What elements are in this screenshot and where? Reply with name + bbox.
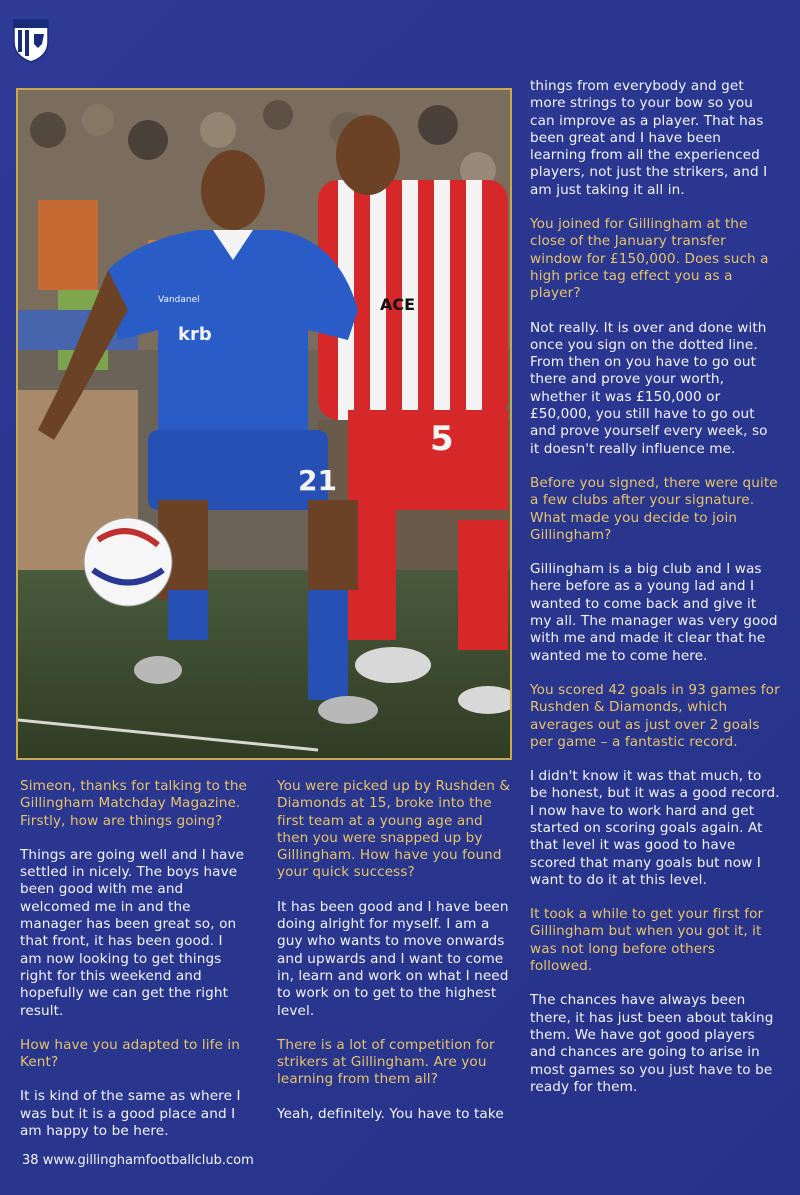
answer-text: I didn't know it was that much, to be honest, but it was a good record. I now have to work hard and get started on scoring goals again. At that level it was good to have scored that many goals but now I want to do it at this level. [530, 768, 780, 888]
blue-player-number: 21 [298, 464, 337, 497]
red-sponsor: ACE [380, 295, 416, 314]
answer-text: Things are going well and I have settled in nicely. The boys have been good with me and welcomed me in and the manager has been great so, on that front, it has been good. I am now looking to get things right for this weekend and hopefully we can get the right result. [20, 846, 245, 1019]
question-text: You were picked up by Rushden & Diamonds at 15, broke into the first team at a young age and then you were snapped up by Gillingham. How have you found your quick success? [277, 778, 511, 881]
football-match-photo [16, 88, 512, 760]
question-text: Before you signed, there were quite a few clubs after your signature. What made you decide to join Gillingham? [530, 474, 778, 543]
article-column-right [530, 78, 780, 1113]
page-footer [22, 1153, 254, 1168]
answer-text: It is kind of the same as where I was but it is a good place and I am happy to be here. [20, 1088, 241, 1140]
blue-kit-brand: Vandanel [158, 295, 200, 305]
question-text: How have you adapted to life in Kent? [20, 1036, 240, 1071]
article-column-left [20, 778, 248, 1157]
question-text: You scored 42 goals in 93 games for Rushden & Diamonds, which averages out as just over 2 goals per game – a fantastic record. [530, 681, 780, 750]
question-text: There is a lot of competition for strikers at Gillingham. Are you learning from them all? [277, 1036, 495, 1088]
page-number: 38 [22, 1153, 39, 1168]
answer-text: Gillingham is a big club and I was here before as a young lad and I wanted to come back and give it my all. The manager was very good with me and made it clear that he wanted me to come here. [530, 561, 778, 664]
question-text: You joined for Gillingham at the close of the January transfer window for £150,000. Does such a high price tag effect you as a player? [530, 216, 769, 302]
red-player-number: 5 [430, 419, 454, 459]
answer-text: Not really. It is over and done with once you sign on the dotted line. From then on you have to go out there and prove your worth, whether it was £150,000 or £50,000, you still have to go out and prove yourself every week, so it doesn't really influence me. [530, 319, 768, 457]
answer-text: things from everybody and get more strings to your bow so you can improve as a player. That has been great and I have been learning from all the experienced players, not just the strikers, and I am just taking it all in. [530, 78, 768, 198]
answer-text: Yeah, definitely. You have to take [277, 1105, 504, 1122]
answer-text: It has been good and I have been doing alright for myself. I am a guy who wants to move onwards and upwards and I want to come in, learn and work on what I need to work on to get to the highest level. [277, 898, 509, 1019]
gillingham-crest-icon [12, 14, 50, 64]
article-column-middle [277, 778, 513, 1140]
blue-sponsor: krb [178, 324, 212, 345]
answer-text: The chances have always been there, it has just been about taking them. We have got good players and chances are going to arise in most games so you just have to be ready for them. [530, 992, 774, 1095]
question-text: It took a while to get your first for Gillingham but when you got it, it was not long before others followed. [530, 906, 764, 975]
website-link[interactable]: www.gillinghamfootballclub.com [42, 1153, 254, 1168]
question-text: Simeon, thanks for talking to the Gillingham Matchday Magazine. Firstly, how are things going? [20, 778, 247, 829]
football-icon [84, 518, 172, 606]
